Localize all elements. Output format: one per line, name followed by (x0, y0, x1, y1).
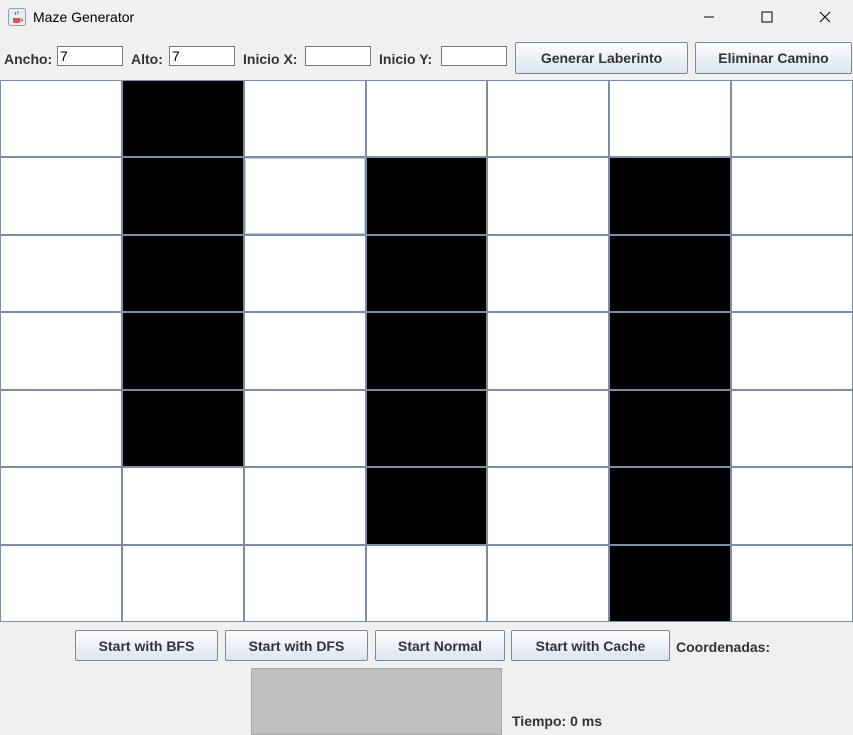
start-cache-button[interactable]: Start with Cache (511, 630, 670, 661)
alto-label: Alto: (131, 51, 163, 67)
generate-maze-button[interactable]: Generar Laberinto (515, 42, 688, 74)
toolbar (0, 40, 853, 76)
maze-cell-open[interactable] (244, 312, 366, 389)
maze-cell-wall[interactable] (609, 312, 731, 389)
inicio-y-label: Inicio Y: (379, 51, 433, 67)
maze-cell-wall[interactable] (122, 157, 244, 234)
maze-cell-open[interactable] (0, 312, 122, 389)
minimize-button[interactable] (680, 0, 738, 34)
maze-cell-wall[interactable] (609, 545, 731, 622)
maze-cell-open[interactable] (0, 157, 122, 234)
time-label: Tiempo: 0 ms (512, 713, 602, 729)
maze-cell-open[interactable] (731, 157, 853, 234)
start-bfs-button[interactable]: Start with BFS (75, 630, 218, 661)
maze-cell-open[interactable] (731, 545, 853, 622)
maze-cell-wall[interactable] (122, 312, 244, 389)
maximize-button[interactable] (738, 0, 796, 34)
maze-cell-wall[interactable] (609, 157, 731, 234)
title-bar[interactable] (0, 0, 853, 34)
maze-cell-open[interactable] (244, 467, 366, 544)
maze-cell-open[interactable] (731, 467, 853, 544)
maze-cell-wall[interactable] (609, 467, 731, 544)
maze-cell-open[interactable] (487, 312, 609, 389)
maze-cell-open[interactable] (731, 390, 853, 467)
maze-cell-wall[interactable] (122, 390, 244, 467)
maze-cell-open[interactable] (366, 545, 488, 622)
maze-cell-open[interactable] (0, 545, 122, 622)
maze-cell-open[interactable] (731, 312, 853, 389)
maze-cell-open[interactable] (731, 235, 853, 312)
maze-cell-open[interactable] (244, 390, 366, 467)
inicio-y-input[interactable] (441, 46, 507, 66)
close-button[interactable] (796, 0, 853, 34)
maze-cell-open[interactable] (487, 390, 609, 467)
maze-cell-wall[interactable] (366, 235, 488, 312)
maze-cell-wall[interactable] (122, 80, 244, 157)
inicio-x-input[interactable] (305, 46, 371, 66)
maze-cell-open[interactable] (366, 80, 488, 157)
clear-path-button[interactable]: Eliminar Camino (695, 42, 852, 74)
maze-cell-open[interactable] (487, 80, 609, 157)
maze-cell-open[interactable] (731, 80, 853, 157)
maze-cell-open[interactable] (0, 80, 122, 157)
java-coffee-icon (8, 8, 26, 26)
preview-panel (251, 668, 502, 735)
close-icon (819, 11, 831, 23)
maze-cell-wall[interactable] (366, 467, 488, 544)
window-title: Maze Generator (33, 9, 135, 25)
maze-cell-wall[interactable] (366, 312, 488, 389)
maze-cell-open[interactable] (609, 80, 731, 157)
maze-cell-open[interactable] (244, 545, 366, 622)
bottom-panel (0, 622, 853, 735)
maze-cell-open[interactable] (122, 545, 244, 622)
inicio-x-label: Inicio X: (243, 51, 298, 67)
maze-cell-open[interactable] (0, 390, 122, 467)
maze-cell-wall[interactable] (366, 157, 488, 234)
maze-cell-wall[interactable] (609, 235, 731, 312)
maze-cell-wall[interactable] (122, 235, 244, 312)
maze-cell-open[interactable] (487, 157, 609, 234)
maze-cell-open[interactable] (244, 235, 366, 312)
ancho-label: Ancho: (4, 51, 53, 67)
maze-cell-open[interactable] (487, 235, 609, 312)
maze-cell-open[interactable] (122, 467, 244, 544)
maze-cell-open[interactable] (244, 157, 366, 234)
maze-cell-open[interactable] (487, 545, 609, 622)
maze-grid (0, 80, 853, 622)
maximize-icon (761, 11, 773, 23)
maze-cell-wall[interactable] (366, 390, 488, 467)
alto-input[interactable] (169, 46, 235, 66)
maze-cell-open[interactable] (0, 467, 122, 544)
ancho-input[interactable] (57, 46, 123, 66)
maze-cell-wall[interactable] (609, 390, 731, 467)
maze-cell-open[interactable] (487, 467, 609, 544)
minimize-icon (703, 11, 715, 23)
start-dfs-button[interactable]: Start with DFS (225, 630, 368, 661)
coordinates-label: Coordenadas: (676, 639, 771, 655)
maze-cell-open[interactable] (0, 235, 122, 312)
maze-cell-open[interactable] (244, 80, 366, 157)
start-normal-button[interactable]: Start Normal (375, 630, 505, 661)
